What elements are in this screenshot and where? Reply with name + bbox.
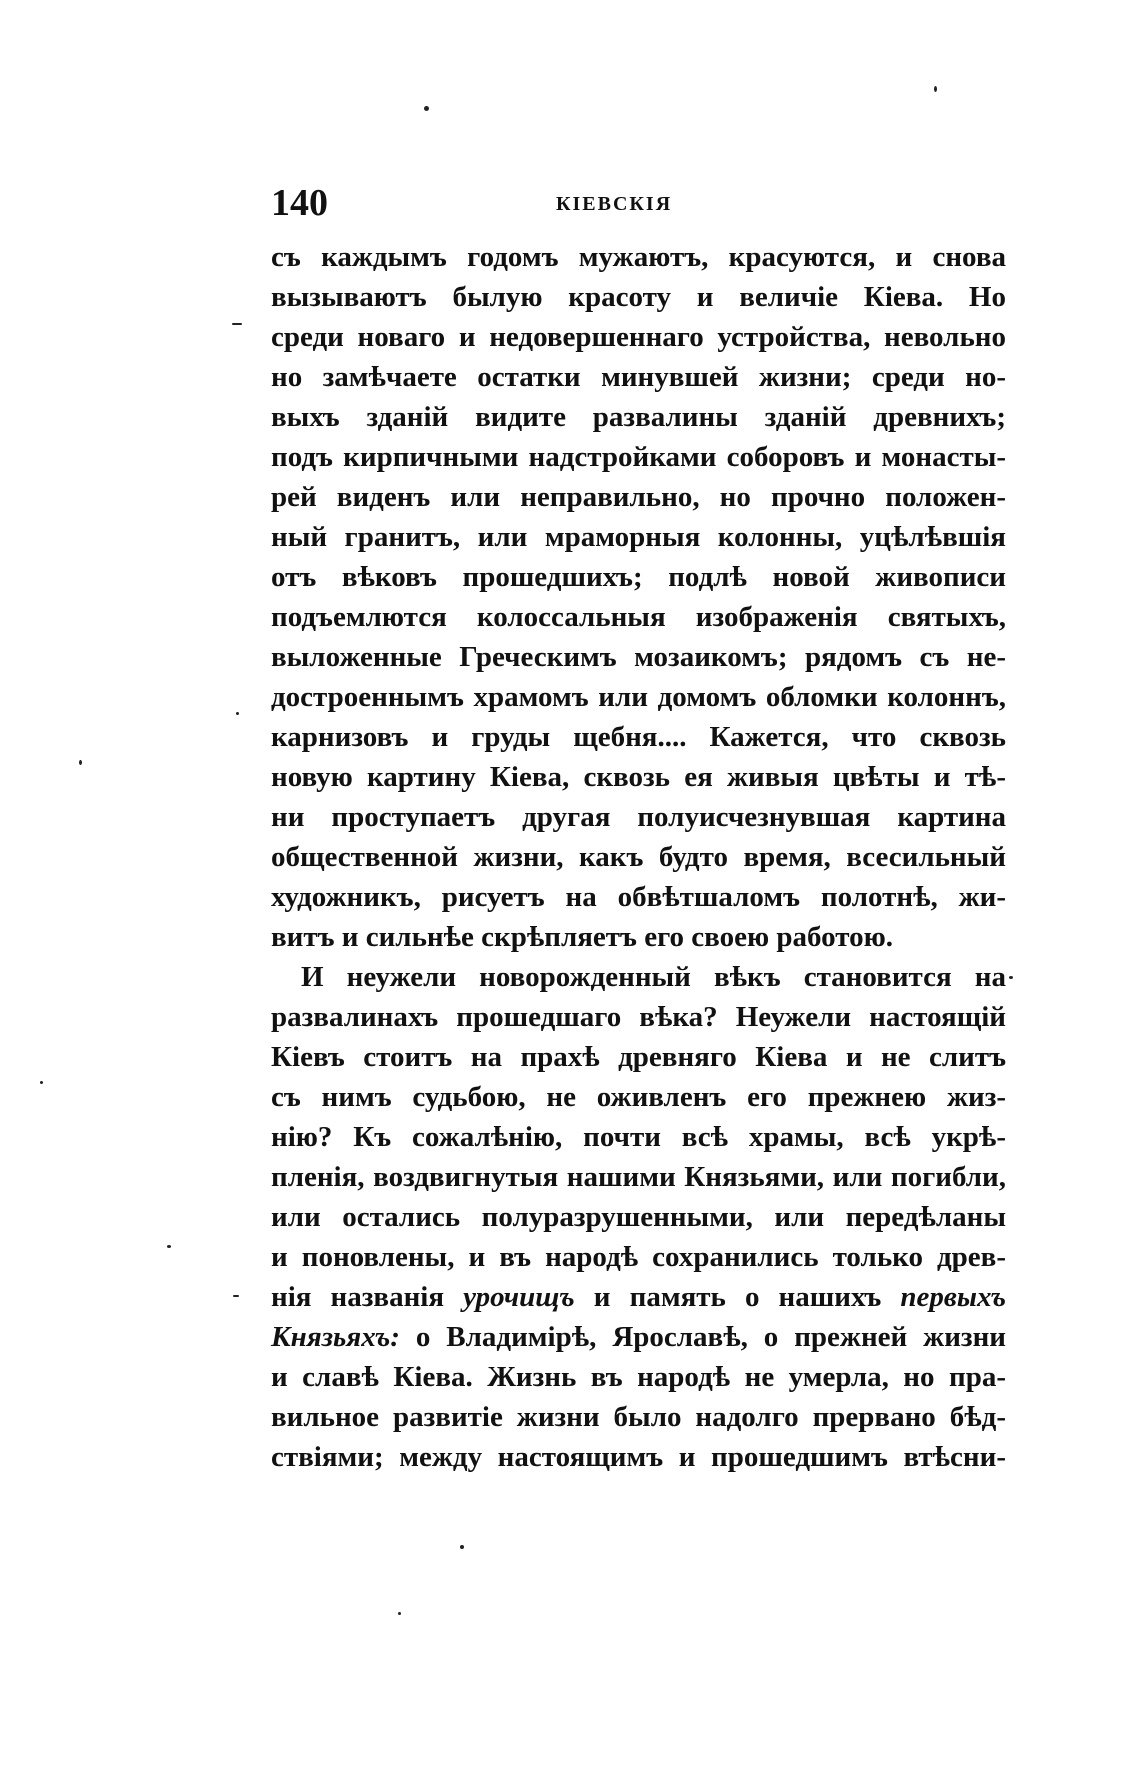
- text-line: вызываютъ былую красоту и величіе Кіева. Но: [271, 281, 1006, 313]
- print-speck: [232, 323, 242, 325]
- text-line: выложенные Греческимъ мозаикомъ; рядомъ съ не-: [271, 641, 1006, 673]
- text-line: художникъ, рисуетъ на обвѣтшаломъ полотнѣ, жи-: [271, 881, 1006, 913]
- italic-term: Князьяхъ:: [271, 1321, 400, 1353]
- text-line: подъемлются колоссальныя изображенія святыхъ,: [271, 601, 1006, 633]
- print-speck: [79, 760, 82, 765]
- text-fragment: нія названія: [271, 1281, 445, 1313]
- text-line: выхъ зданій видите развалины зданій древнихъ;: [271, 401, 1006, 433]
- print-speck: [233, 1295, 239, 1297]
- print-speck: [934, 86, 937, 92]
- running-head: КІЕВСКІЯ: [556, 193, 673, 215]
- text-line: развалинахъ прошедшаго вѣка? Неужели настоящій: [271, 1001, 1006, 1033]
- print-speck: [1009, 976, 1013, 979]
- text-line: съ каждымъ годомъ мужаютъ, красуются, и снова: [271, 241, 1006, 273]
- text-line: ный гранитъ, или мраморныя колонны, уцѣлѣвшія: [271, 521, 1006, 553]
- print-speck: [236, 712, 239, 715]
- text-line: карнизовъ и груды щебня.... Кажется, что сквозь: [271, 721, 1006, 753]
- text-line: съ нимъ судьбою, не оживленъ его прежнею жиз-: [271, 1081, 1006, 1113]
- print-speck: [398, 1612, 401, 1615]
- text-line: или остались полуразрушенными, или передѣланы: [271, 1201, 1006, 1233]
- page-number: 140: [271, 182, 328, 224]
- text-line: вильное развитіе жизни было надолго прервано бѣд-: [271, 1401, 1006, 1433]
- text-line: нію? Къ сожалѣнію, почти всѣ храмы, всѣ укрѣ-: [271, 1121, 1006, 1153]
- text-line: достроеннымъ храмомъ или домомъ обломки колоннъ,: [271, 681, 1006, 713]
- text-line: и поновлены, и въ народѣ сохранились только древ-: [271, 1241, 1006, 1273]
- print-speck: [460, 1545, 464, 1549]
- print-speck: [424, 106, 429, 111]
- text-line: и славѣ Кіева. Жизнь въ народѣ не умерла, но пра-: [271, 1361, 1006, 1393]
- print-speck: [167, 1245, 171, 1248]
- italic-term: первыхъ: [900, 1281, 1007, 1313]
- text-line: пленія, воздвигнутыя нашими Князьями, или погибли,: [271, 1161, 1006, 1193]
- text-line: [271, 1277, 1006, 1317]
- print-speck: [40, 1081, 43, 1084]
- text-line: [271, 1317, 1006, 1357]
- text-line: И неужели новорожденный вѣкъ становится на: [301, 961, 1006, 993]
- text-line: ни проступаетъ другая полуисчезнувшая картина: [271, 801, 1006, 833]
- text-line: Кіевъ стоитъ на прахѣ древняго Кіева и не слитъ: [271, 1041, 1006, 1073]
- text-line: отъ вѣковъ прошедшихъ; подлѣ новой живописи: [271, 561, 1006, 593]
- body-text: [271, 237, 1006, 1477]
- text-fragment: о Владимірѣ, Ярославѣ, о прежней жизни: [415, 1321, 1006, 1353]
- page-header: [271, 180, 1006, 226]
- text-line: витъ и сильнѣе скрѣпляетъ его своею работою.: [271, 921, 894, 953]
- text-line: новую картину Кіева, сквозь ея живыя цвѣты и тѣ-: [271, 761, 1006, 793]
- text-line: среди новаго и недовершеннаго устройства, невольно: [271, 321, 1006, 353]
- text-line: рей виденъ или неправильно, но прочно положен-: [271, 481, 1006, 513]
- text-line: ствіями; между настоящимъ и прошедшимъ втѣсни-: [271, 1441, 1006, 1473]
- text-fragment: и память о нашихъ: [593, 1281, 882, 1313]
- text-line: общественной жизни, какъ будто время, всесильный: [271, 841, 1006, 873]
- text-line: подъ кирпичными надстройками соборовъ и монасты-: [271, 441, 1006, 473]
- italic-term: урочищъ: [463, 1281, 575, 1313]
- text-line: но замѣчаете остатки минувшей жизни; среди но-: [271, 361, 1006, 393]
